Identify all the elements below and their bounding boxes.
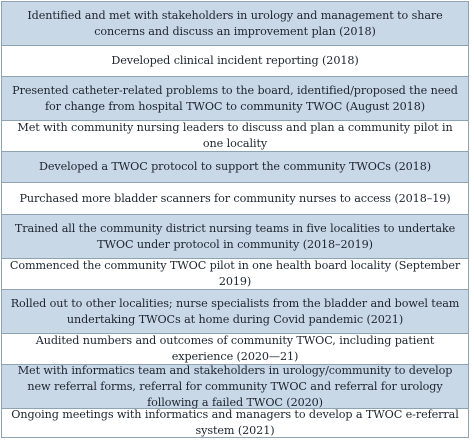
table-row: Developed a TWOC protocol to support the community TWOCs (2018): [1, 152, 469, 183]
table-row: Met with informatics team and stakeholders in urology/community to develop new referral forms, referral for community TWOC and referral for urology following a failed TWOC (2020): [1, 365, 469, 409]
timeline-table: [1, 1, 469, 438]
table-row: Audited numbers and outcomes of community TWOC, including patient experience (2020—21): [1, 334, 469, 365]
table-row: Identified and met with stakeholders in urology and management to share concerns and discuss an improvement plan (2018): [1, 2, 469, 46]
table-row: Rolled out to other localities; nurse specialists from the bladder and bowel team undertaking TWOCs at home during Covid pandemic (2021): [1, 290, 469, 334]
table-row: Presented catheter-related problems to the board, identified/proposed the need for change from hospital TWOC to community TWOC (August 2018): [1, 77, 469, 121]
table-row: Met with community nursing leaders to discuss and plan a community pilot in one locality: [1, 121, 469, 152]
table-row: Developed clinical incident reporting (2018): [1, 46, 469, 77]
table-row: Ongoing meetings with informatics and managers to develop a TWOC e-referral system (2021): [1, 409, 469, 438]
table-row: Purchased more bladder scanners for community nurses to access (2018–19): [1, 183, 469, 215]
table-row: Trained all the community district nursing teams in five localities to undertake TWOC under protocol in community (2018–2019): [1, 215, 469, 259]
table-row: Commenced the community TWOC pilot in one health board locality (September 2019): [1, 259, 469, 290]
